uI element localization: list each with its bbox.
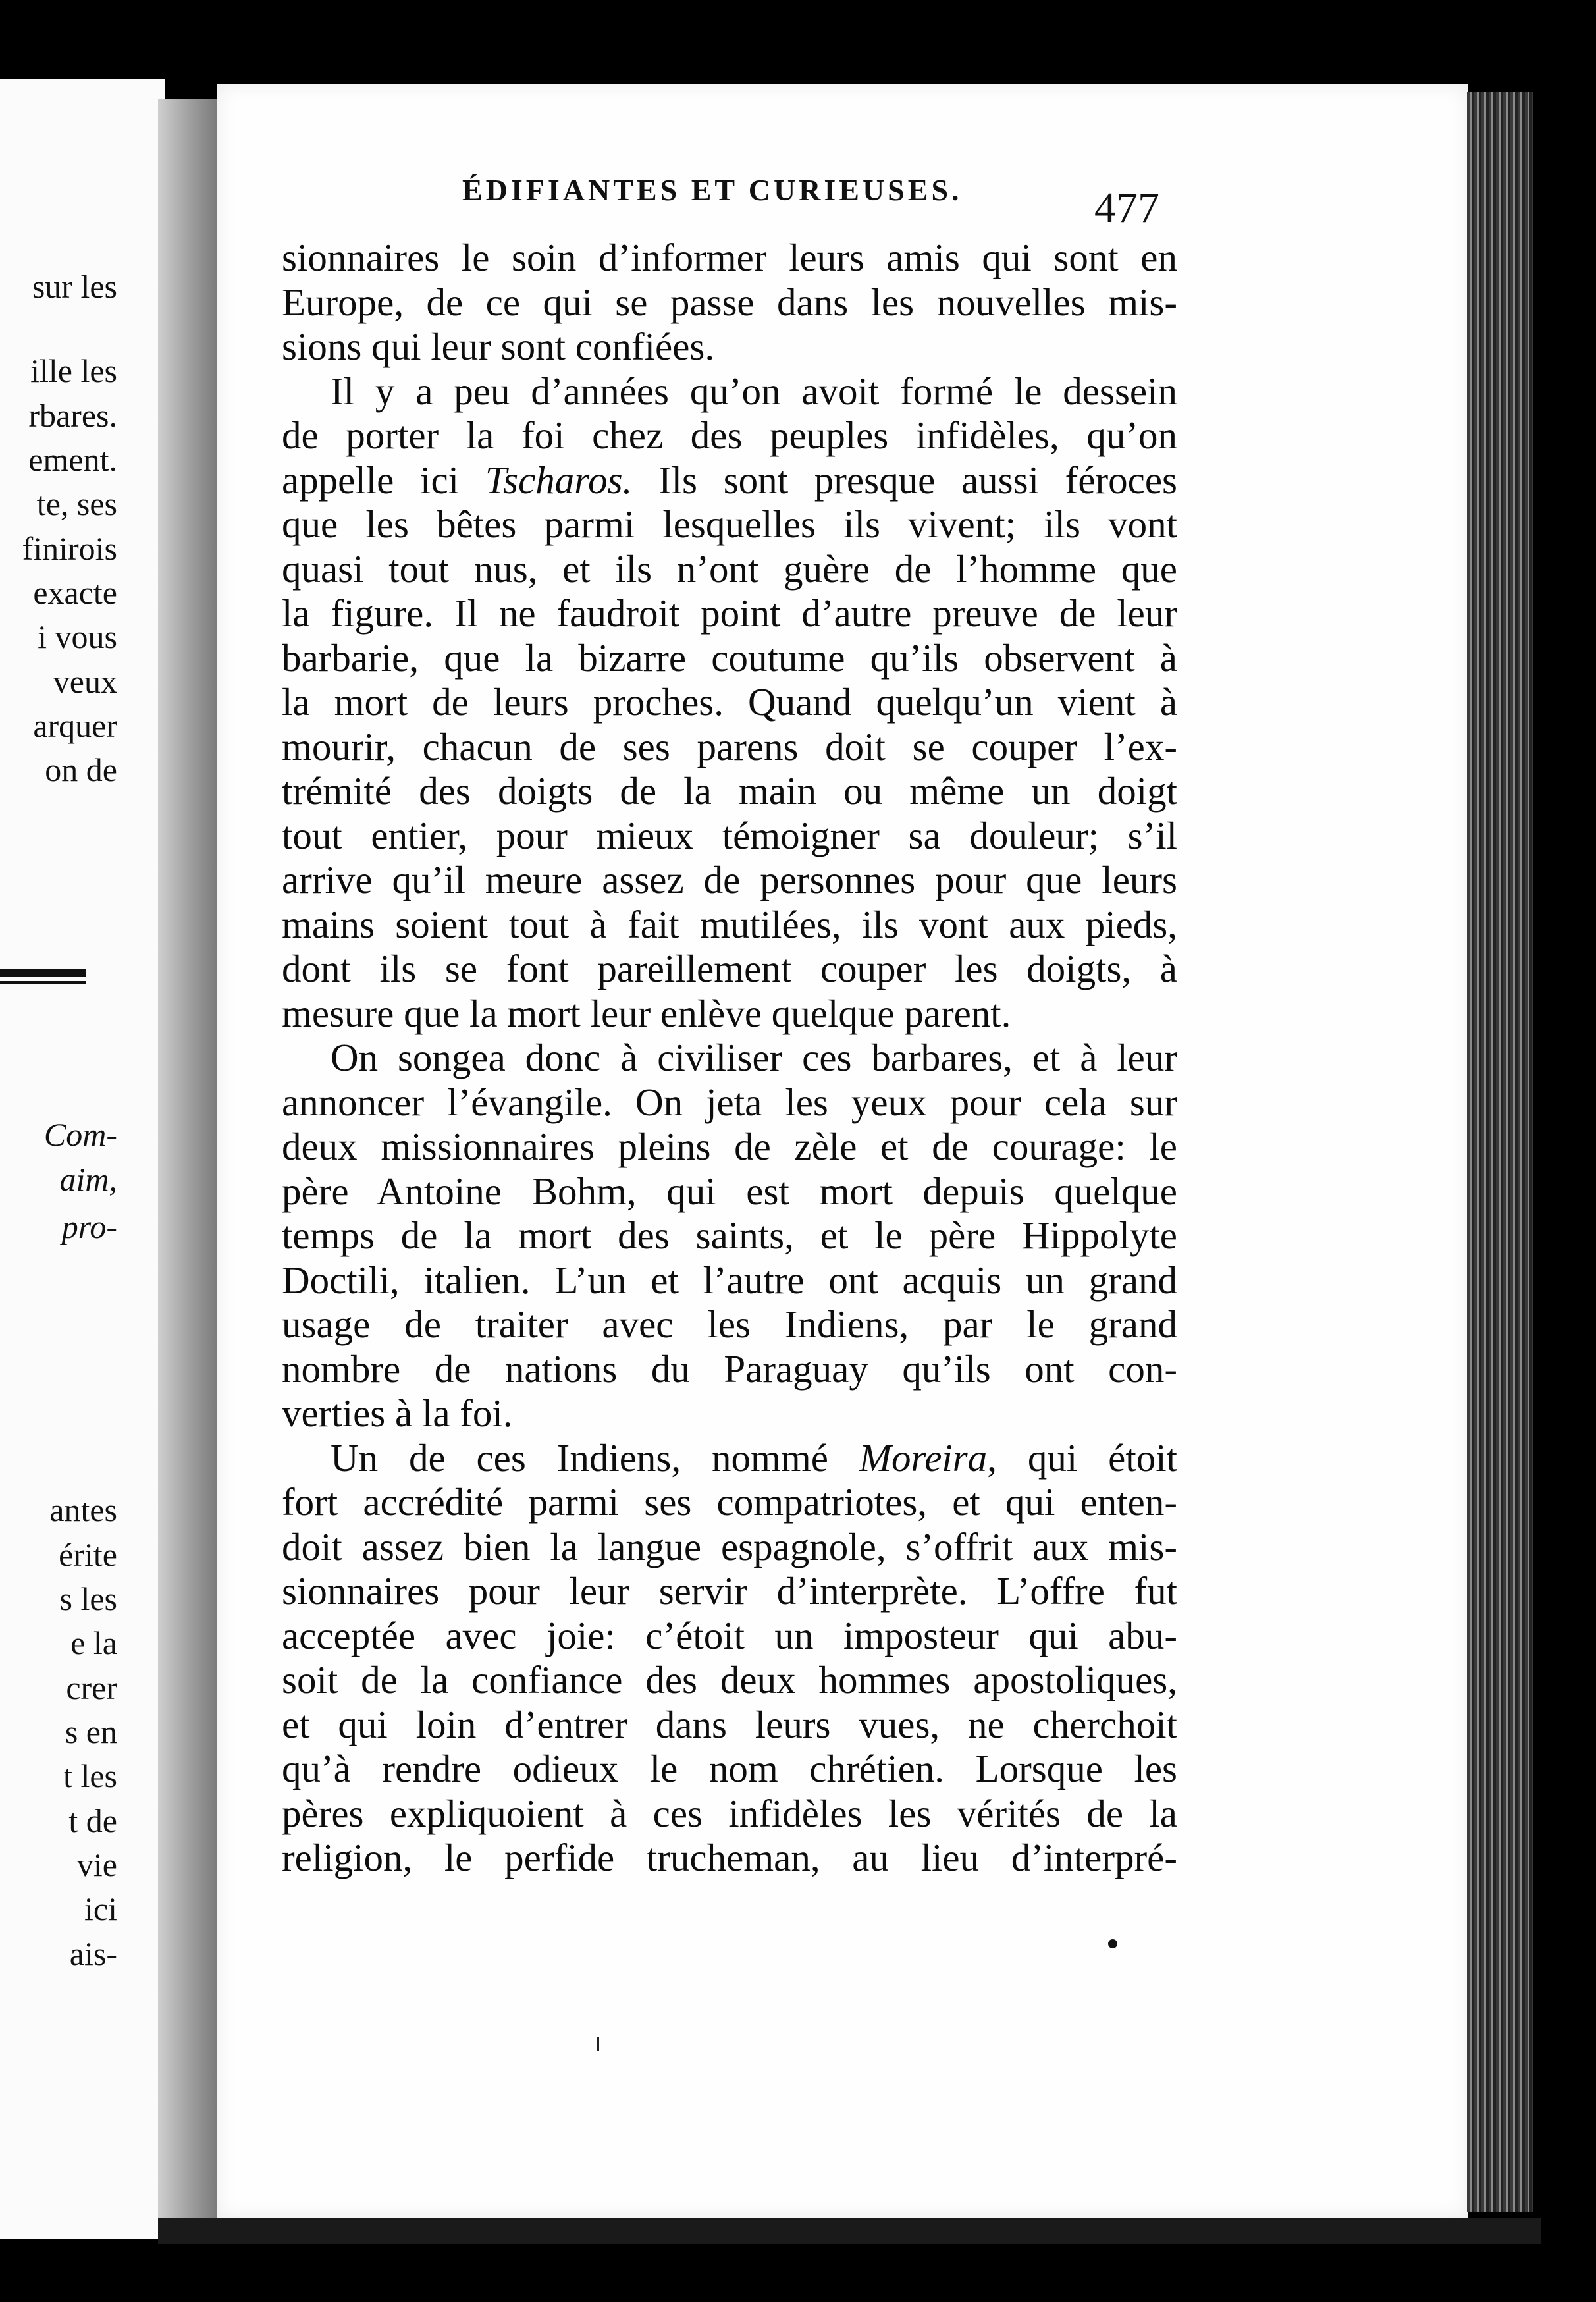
text-line: mourir, chacun de ses parens doit se couper l’ex-: [282, 724, 1177, 768]
fragment-line: antes: [49, 1491, 117, 1528]
page-edges: [1467, 92, 1533, 2212]
text-line: Il y a peu d’années qu’on avoit formé le dessein: [331, 369, 1177, 413]
fragment-line: i vous: [38, 618, 117, 655]
text-line: trémité des doigts de la main ou même un doigt: [282, 769, 1177, 813]
text-line: tout entier, pour mieux témoigner sa douleur; s’il: [282, 813, 1177, 857]
fragment-line: t les: [63, 1757, 117, 1794]
fragment-line: arquer: [33, 707, 117, 744]
bottom-shadow: [158, 2218, 1541, 2244]
text-line: mesure que la mort leur enlève quelque parent.: [282, 991, 1011, 1035]
text-line: usage de traiter avec les Indiens, par le grand: [282, 1302, 1177, 1346]
italic-term: Moreira: [859, 1435, 988, 1480]
fragment-line: on de: [45, 751, 117, 788]
text-line: acceptée avec joie: c’étoit un imposteur qui abu-: [282, 1613, 1177, 1657]
fragment-line: ille les: [30, 352, 117, 389]
text-line: On songea donc à civiliser ces barbares, et à leur: [331, 1036, 1177, 1079]
fragment-line: rbares.: [28, 397, 117, 434]
fragment-line: s les: [59, 1580, 117, 1617]
page-number: 477: [1094, 184, 1159, 232]
ink-speck: [1108, 1939, 1117, 1948]
text-line: dont ils se font pareillement couper les doigts, à: [282, 947, 1177, 990]
text-line: pères expliquoient à ces infidèles les vérités de la: [282, 1791, 1177, 1835]
fragment-line: sur les: [32, 268, 117, 305]
text-line: fort accrédité parmi ses compatriotes, et qui enten-: [282, 1480, 1177, 1524]
fragment-line: ement.: [28, 441, 117, 478]
fragment-line: crer: [66, 1669, 117, 1706]
text-line: nombre de nations du Paraguay qu’ils ont con-: [282, 1347, 1177, 1391]
text-line: barbarie, que la bizarre coutume qu’ils observent à: [282, 635, 1177, 680]
fragment-line: ici: [84, 1890, 117, 1927]
text-line: Europe, de ce qui se passe dans les nouvelles mis-: [282, 280, 1177, 324]
text-line: sionnaires le soin d’informer leurs amis qui sont en: [282, 236, 1177, 279]
fragment-line: érite: [59, 1536, 117, 1573]
fragment-line: exacte: [33, 574, 117, 611]
fragment-line: veux: [53, 663, 117, 700]
ink-speck: [597, 2037, 599, 2051]
text-line: et qui loin d’entrer dans leurs vues, ne cherchoit: [282, 1702, 1177, 1746]
text-line: quasi tout nus, et ils n’ont guère de l’homme que: [282, 547, 1177, 591]
text-line: Doctili, italien. L’un et l’autre ont acquis un grand: [282, 1258, 1177, 1302]
text-line: sions qui leur sont confiées.: [282, 325, 715, 368]
fragment-line: Com-: [43, 1116, 117, 1153]
italic-term: Tscharos.: [485, 458, 633, 502]
body-text: [282, 236, 1177, 1881]
text-line: mains soient tout à fait mutilées, ils vont aux pieds,: [282, 902, 1177, 946]
fragment-line: pro-: [61, 1208, 117, 1245]
text-line: de porter la foi chez des peuples infidèles, qu’on: [282, 414, 1177, 457]
fragment-line: finirois: [22, 530, 117, 567]
previous-page-text-fragments: [0, 79, 158, 2239]
fragment-line: vie: [76, 1846, 117, 1883]
text-line: annoncer l’évangile. On jeta les yeux pour cela sur: [282, 1080, 1177, 1124]
fragment-line: e la: [70, 1624, 117, 1661]
fragment-line: ais-: [69, 1935, 117, 1972]
previous-page: [0, 79, 165, 2239]
fragment-line: t de: [68, 1802, 117, 1839]
text-line: que les bêtes parmi lesquelles ils vivent; ils vont: [282, 502, 1177, 546]
text-line: sionnaires pour leur servir d’interprète. L’offre fut: [282, 1569, 1177, 1613]
book-gutter: [158, 99, 217, 2239]
text-line: doit assez bien la langue espagnole, s’offrit aux mis-: [282, 1524, 1177, 1568]
text-line: arrive qu’il meure assez de personnes pour que leurs: [282, 858, 1177, 901]
text-line: qu’à rendre odieux le nom chrétien. Lorsque les: [282, 1747, 1177, 1790]
fragment-line: aim,: [59, 1161, 117, 1198]
text-line: deux missionnaires pleins de zèle et de courage: le: [282, 1125, 1177, 1168]
fragment-line: te, ses: [36, 485, 117, 522]
text-line: père Antoine Bohm, qui est mort depuis quelque: [282, 1169, 1177, 1213]
section-rule: [0, 969, 86, 977]
text-line: Un de ces Indiens, nommé Moreira, qui étoit: [331, 1435, 1177, 1480]
running-head: ÉDIFIANTES ET CURIEUSES.: [462, 173, 963, 207]
text-line: temps de la mort des saints, et le père Hippolyte: [282, 1214, 1177, 1257]
text-line: appelle ici Tscharos. Ils sont presque aussi féroces: [282, 458, 1177, 502]
text-line: religion, le perfide trucheman, au lieu d’interpré-: [282, 1836, 1177, 1879]
fragment-line: s en: [65, 1713, 117, 1750]
text-line: la figure. Il ne faudroit point d’autre preuve de leur: [282, 591, 1177, 635]
text-line: verties à la foi.: [282, 1391, 513, 1435]
text-line: soit de la confiance des deux hommes apostoliques,: [282, 1658, 1177, 1701]
text-line: la mort de leurs proches. Quand quelqu’un vient à: [282, 680, 1177, 724]
